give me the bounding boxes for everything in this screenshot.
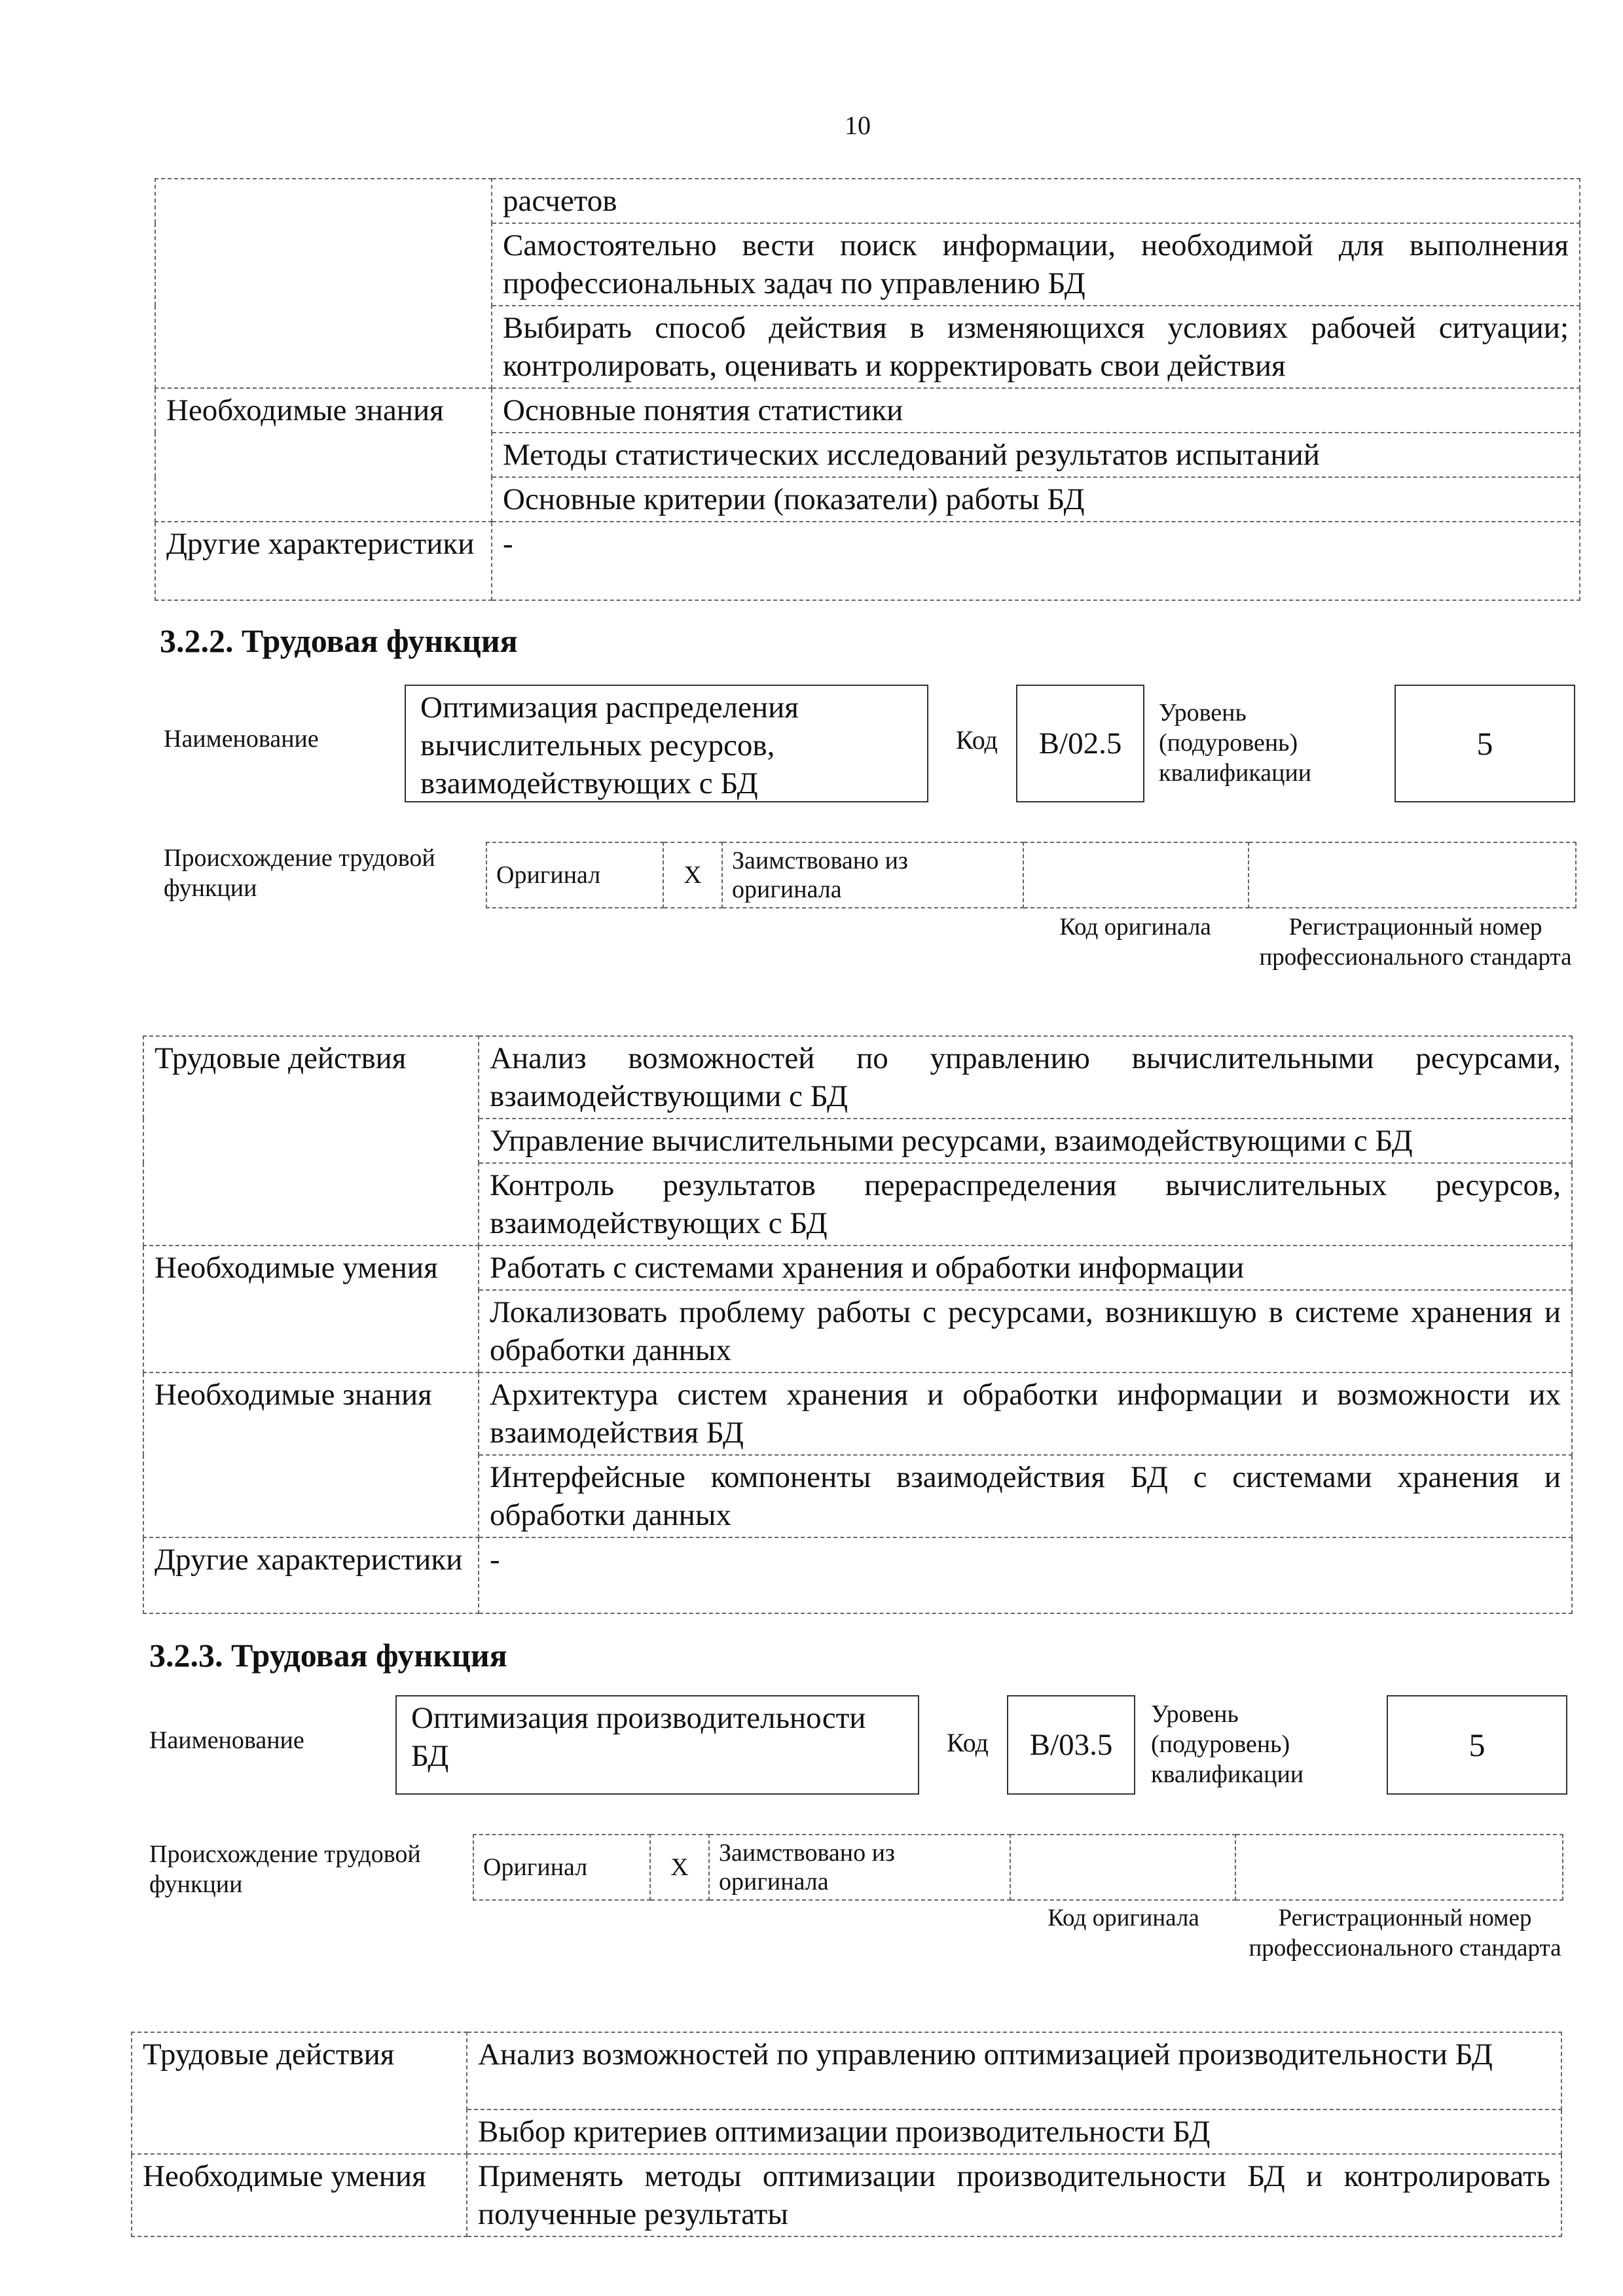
x-mark: X <box>663 842 722 908</box>
other-label: Другие характеристики <box>143 1537 479 1613</box>
other-value: - <box>492 522 1580 600</box>
original-cell: Оригинал <box>473 1835 650 1900</box>
code-original-cell <box>1023 842 1249 908</box>
action-row: Выбор критериев оптимизации производительности БД <box>467 2109 1561 2154</box>
origin-table <box>473 1834 1563 1901</box>
function-name-box: Оптимизация распределения вычислительных ресурсов, взаимодействующих с БД <box>405 685 928 802</box>
skill-row: Локализовать проблему работы с ресурсами, возникшую в системе хранения и обработки данных <box>479 1290 1572 1372</box>
other-value: - <box>479 1537 1572 1613</box>
skills-label: Необходимые умения <box>132 2154 467 2236</box>
code-original-caption: Код оригинала <box>1059 914 1211 941</box>
code-box: B/02.5 <box>1016 685 1144 802</box>
action-row: Анализ возможностей по управлению вычислительными ресурсами, взаимодействующими с БД <box>479 1036 1572 1119</box>
page-number: 10 <box>845 111 871 140</box>
borrowed-cell: Заимствовано из оригинала <box>722 842 1023 908</box>
origin-table <box>486 842 1577 908</box>
knowledge-label: Необходимые знания <box>143 1372 479 1537</box>
action-row: Контроль результатов перераспределения вычислительных ресурсов, взаимодействующих с БД <box>479 1163 1572 1246</box>
knowledge-row: Основные критерии (показатели) работы БД <box>492 477 1580 522</box>
actions-label: Трудовые действия <box>132 2032 467 2154</box>
continuation-table <box>155 178 1580 601</box>
level-label: Уровень (подуровень) квалификации <box>1159 699 1312 787</box>
code-label: Код <box>956 725 998 755</box>
code-original-caption: Код оригинала <box>1048 1905 1199 1931</box>
code-label: Код <box>947 1728 989 1757</box>
knowledge-row: Основные понятия статистики <box>492 388 1580 433</box>
empty-label-cell <box>155 179 492 388</box>
origin-label: Происхождение трудовой функции <box>164 844 435 902</box>
function-table-323 <box>131 2032 1562 2237</box>
level-box: 5 <box>1395 685 1575 802</box>
borrowed-cell: Заимствовано из оригинала <box>709 1835 1010 1900</box>
skill-row: Выбирать способ действия в изменяющихся условиях рабочей ситуации; контролировать, оценивать и корректировать свои действия <box>492 306 1580 388</box>
action-row: Анализ возможностей по управлению оптимизацией производительности БД <box>467 2032 1561 2109</box>
actions-label: Трудовые действия <box>143 1036 479 1246</box>
function-name-box: Оптимизация производительности БД <box>395 1695 919 1795</box>
other-label: Другие характеристики <box>155 522 492 600</box>
section-heading-322: 3.2.2. Трудовая функция <box>160 622 518 659</box>
reg-number-cell <box>1249 842 1576 908</box>
level-label: Уровень (подуровень) квалификации <box>1151 1700 1304 1788</box>
action-row: Управление вычислительными ресурсами, взаимодействующими с БД <box>479 1119 1572 1163</box>
skill-row: Применять методы оптимизации производительности БД и контролировать полученные результаты <box>467 2154 1561 2236</box>
function-table-322 <box>143 1035 1573 1614</box>
knowledge-label: Необходимые знания <box>155 388 492 522</box>
name-label: Наименование <box>164 725 319 753</box>
skill-row: Работать с системами хранения и обработки информации <box>479 1246 1572 1290</box>
x-mark: X <box>650 1835 709 1900</box>
code-original-cell <box>1010 1835 1235 1900</box>
reg-number-cell <box>1235 1835 1563 1900</box>
section-heading-323: 3.2.3. Трудовая функция <box>149 1637 507 1674</box>
level-box: 5 <box>1387 1695 1567 1795</box>
skill-row: расчетов <box>492 179 1580 223</box>
skills-label: Необходимые умения <box>143 1246 479 1372</box>
skill-row: Самостоятельно вести поиск информации, необходимой для выполнения профессиональных задач по управлению БД <box>492 223 1580 306</box>
reg-number-caption: Регистрационный номер профессионального стандарта <box>1249 1905 1561 1962</box>
reg-number-caption: Регистрационный номер профессионального стандарта <box>1259 914 1572 971</box>
knowledge-row: Методы статистических исследований результатов испытаний <box>492 433 1580 477</box>
original-cell: Оригинал <box>486 842 663 908</box>
knowledge-row: Интерфейсные компоненты взаимодействия БД с системами хранения и обработки данных <box>479 1455 1572 1537</box>
knowledge-row: Архитектура систем хранения и обработки информации и возможности их взаимодействия БД <box>479 1372 1572 1455</box>
name-label: Наименование <box>149 1727 304 1754</box>
code-box: B/03.5 <box>1007 1695 1135 1795</box>
origin-label: Происхождение трудовой функции <box>149 1840 421 1898</box>
